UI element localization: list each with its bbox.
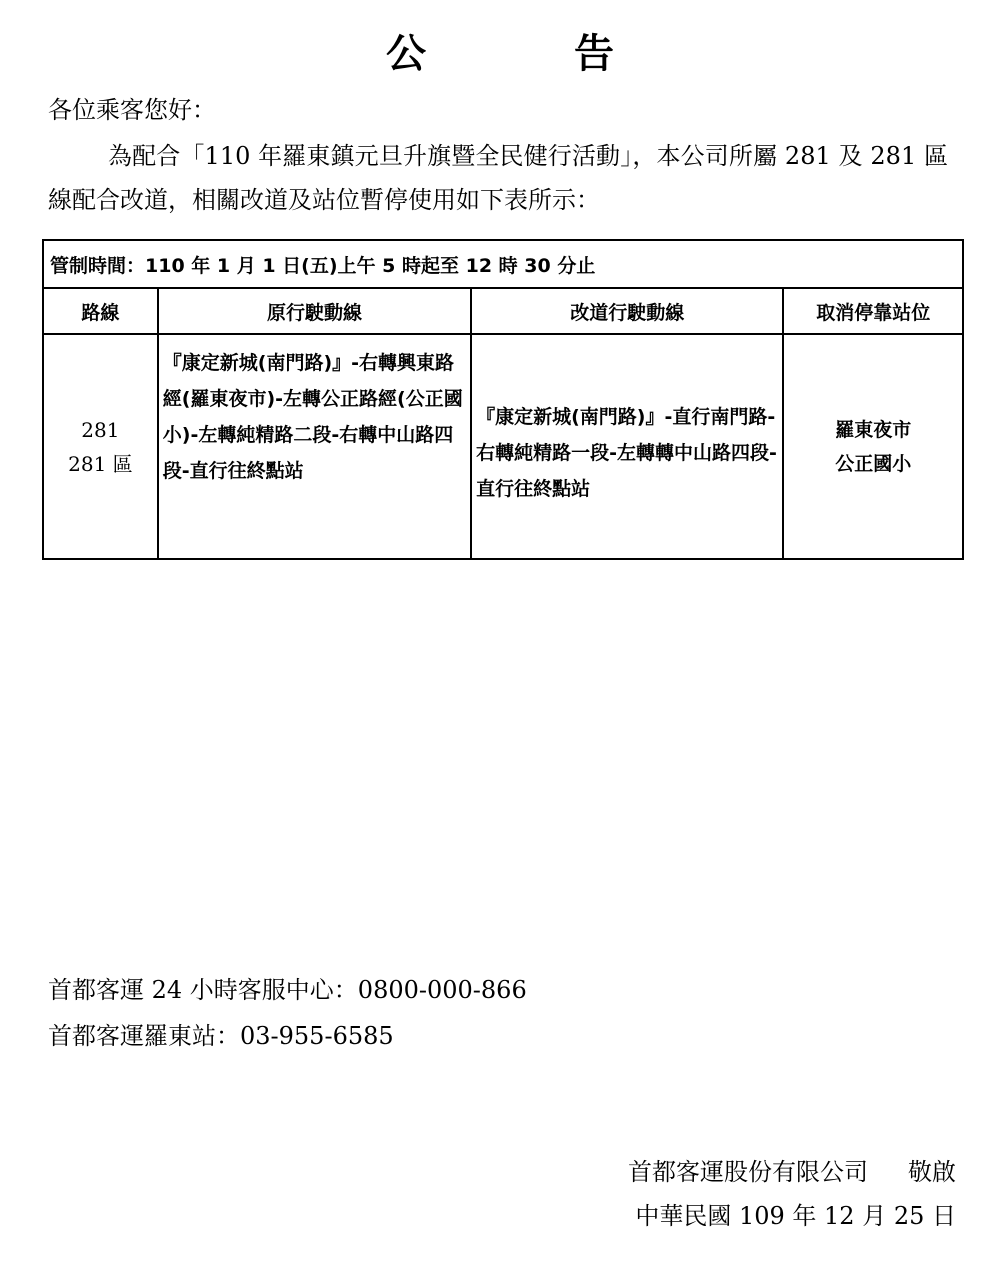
notice-date: 中華民國 109 年 12 月 25 日 [635, 1202, 956, 1230]
closing-word: 敬啟 [908, 1158, 956, 1186]
header-cancelled-stops: 取消停靠站位 [783, 288, 963, 334]
control-time-row [43, 240, 963, 288]
cancelled-stop-2: 公正國小 [835, 452, 912, 475]
luodong-station-contact: 首都客運羅東站：03-955-6585 [48, 1022, 394, 1050]
table-row [43, 334, 963, 559]
header-detour-path: 改道行駛動線 [471, 288, 783, 334]
header-route: 路線 [43, 288, 158, 334]
detour-path: 『康定新城(南門路)』-直行南門路-右轉純精路一段-左轉轉中山路四段-直行往終點站 [471, 334, 783, 559]
header-original-path: 原行駛動線 [158, 288, 471, 334]
table-header-row [43, 288, 963, 334]
control-time: 管制時間：110 年 1 月 1 日(五)上午 5 時起至 12 時 30 分止 [43, 240, 963, 288]
original-path: 『康定新城(南門路)』-右轉興東路經(羅東夜市)-左轉公正路經(公正國小)-左轉純精路二段-右轉中山路四段-直行往終點站 [158, 334, 471, 559]
signature-line [628, 1152, 956, 1187]
greeting: 各位乘客您好： [48, 96, 216, 124]
route-281: 281 [81, 417, 120, 442]
intro-paragraph: 為配合「110 年羅東鎮元旦升旗暨全民健行活動」，本公司所屬 281 及 281 區線配合改道，相關改道及站位暫停使用如下表所示： [48, 142, 948, 214]
detour-table [42, 239, 964, 560]
notice-title: 公 告 [386, 31, 668, 77]
cancelled-stop-1: 羅東夜市 [835, 418, 912, 441]
route-cell [43, 334, 158, 559]
route-281-district: 281 區 [68, 451, 133, 476]
company-name: 首都客運股份有限公司 [628, 1158, 868, 1186]
customer-service-contact: 首都客運 24 小時客服中心：0800-000-866 [48, 976, 527, 1004]
cancelled-stops [783, 334, 963, 559]
